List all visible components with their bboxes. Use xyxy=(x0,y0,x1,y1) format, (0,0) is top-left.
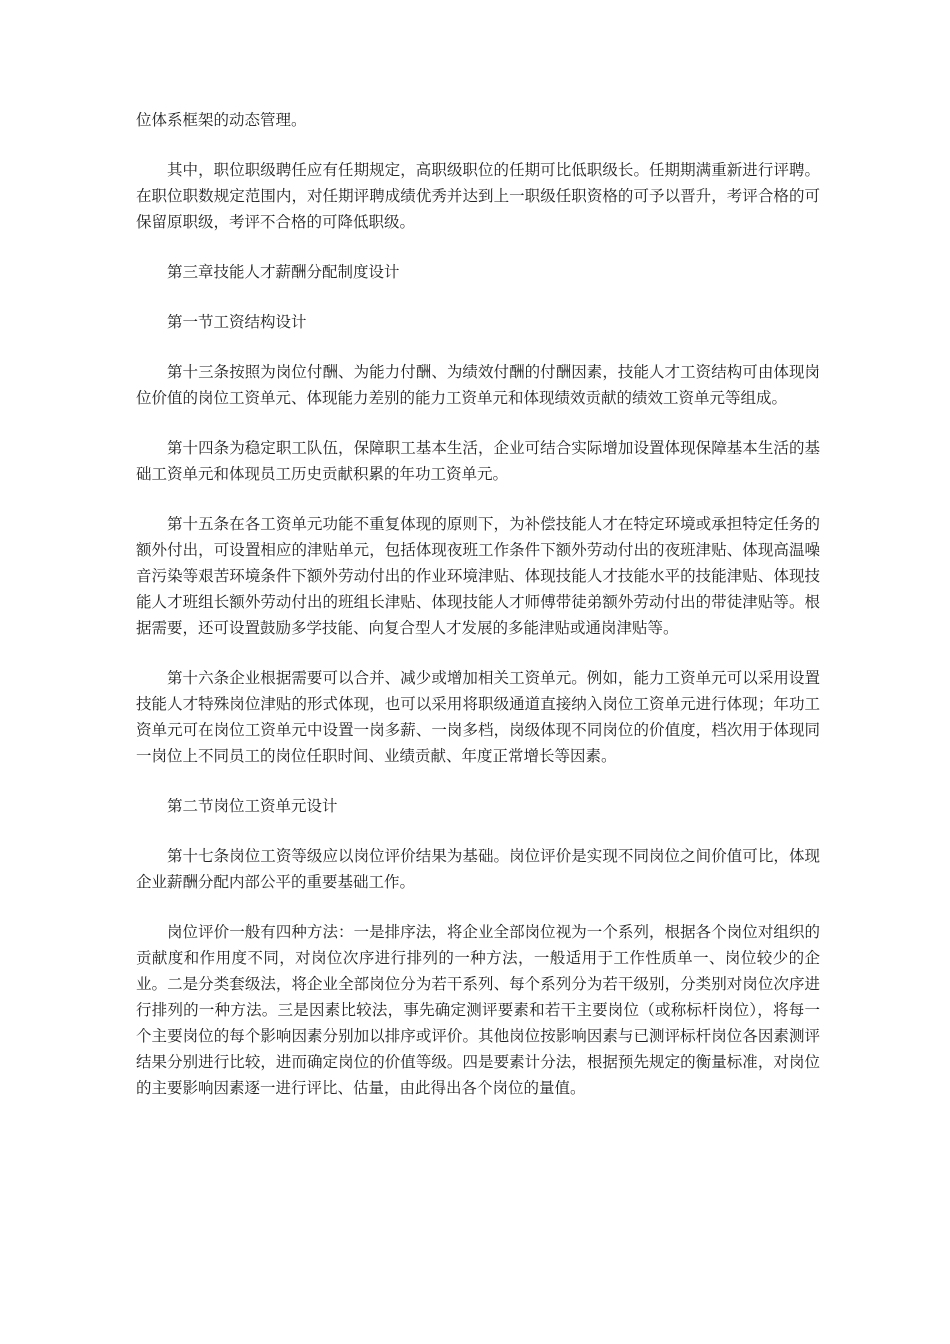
article-15: 第十五条在各工资单元功能不重复体现的原则下，为补偿技能人才在特定环境或承担特定任务的额外付出，可设置相应的津贴单元，包括体现夜班工作条件下额外劳动付出的夜班津贴、体现高温噪音污染等艰苦环境条件下额外劳动付出的作业环境津贴、体现技能人才技能水平的技能津贴、体现技能人才班组长额外劳动付出的班组长津贴、体现技能人才师傅带徒弟额外劳动付出的带徒津贴等。根据需要，还可设置鼓励多学技能、向复合型人才发展的多能津贴或通岗津贴等。 xyxy=(136,515,820,637)
article-17: 第十七条岗位工资等级应以岗位评价结果为基础。岗位评价是实现不同岗位之间价值可比，体现企业薪酬分配内部公平的重要基础工作。 xyxy=(136,847,820,891)
paragraph-continuation: 位体系框架的动态管理。 xyxy=(136,111,307,129)
section-heading-1: 第一节工资结构设计 xyxy=(167,313,307,331)
article-13: 第十三条按照为岗位付酬、为能力付酬、为绩效付酬的付酬因素，技能人才工资结构可由体现岗位价值的岗位工资单元、体现能力差别的能力工资单元和体现绩效贡献的绩效工资单元等组成。 xyxy=(136,363,820,407)
section-heading-2: 第二节岗位工资单元设计 xyxy=(167,797,338,815)
paragraph-evaluation-methods: 岗位评价一般有四种方法：一是排序法，将企业全部岗位视为一个系列，根据各个岗位对组织的贡献度和作用度不同，对岗位次序进行排列的一种方法，一般适用于工作性质单一、岗位较少的企业。二是分类套级法，将企业全部岗位分为若干系列、每个系列分为若干级别，分类别对岗位次序进行排列的一种方法。三是因素比较法，事先确定测评要素和若干主要岗位（或称标杆岗位），将每一个主要岗位的每个影响因素分别加以排序或评价。其他岗位按影响因素与已测评标杆岗位各因素测评结果分别进行比较，进而确定岗位的价值等级。四是要素计分法，根据预先规定的衡量标准，对岗位的主要影响因素逐一进行评比、估量，由此得出各个岗位的量值。 xyxy=(136,923,820,1097)
article-16: 第十六条企业根据需要可以合并、减少或增加相关工资单元。例如，能力工资单元可以采用设置技能人才特殊岗位津贴的形式体现，也可以采用将职级通道直接纳入岗位工资单元进行体现；年功工资单元可在岗位工资单元中设置一岗多薪、一岗多档，岗级体现不同岗位的价值度，档次用于体现同一岗位上不同员工的岗位任职时间、业绩贡献、年度正常增长等因素。 xyxy=(136,669,820,765)
document-body xyxy=(136,107,820,1125)
paragraph-term-rules: 其中，职位职级聘任应有任期规定，高职级职位的任期可比低职级长。任期期满重新进行评聘。在职位职数规定范围内，对任期评聘成绩优秀并达到上一职级任职资格的可予以晋升，考评合格的可保留原职级，考评不合格的可降低职级。 xyxy=(136,161,820,231)
chapter-heading: 第三章技能人才薪酬分配制度设计 xyxy=(167,263,400,281)
article-14: 第十四条为稳定职工队伍，保障职工基本生活，企业可结合实际增加设置体现保障基本生活的基础工资单元和体现员工历史贡献积累的年功工资单元。 xyxy=(136,439,820,483)
